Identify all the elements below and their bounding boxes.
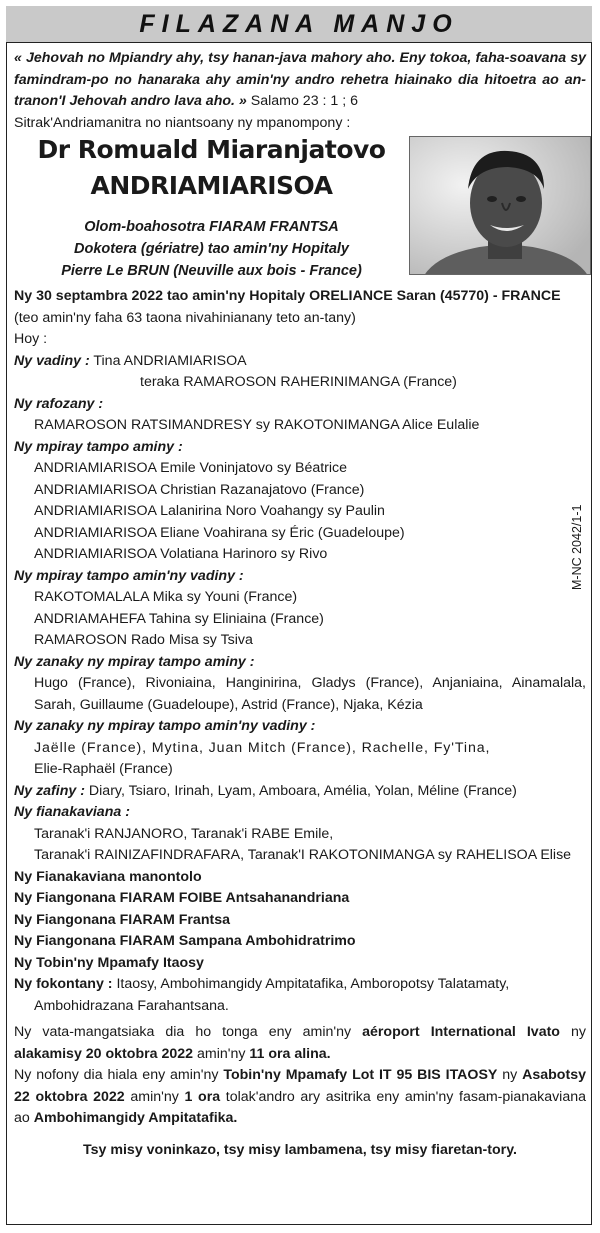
- reference-code: M-NC 2042/1-1: [570, 504, 584, 590]
- fianakaviana-line2: Taranak'i RAINIZAFINDRAFARA, Taranak'I RAKOTONIMANGA sy RAHELISOA Elise: [34, 847, 572, 863]
- section-zafiny: [14, 781, 586, 803]
- deceased-title-3: Pierre Le BRUN (Neuville aux bois - France): [61, 263, 362, 279]
- vadiny-line2: teraka RAMAROSON RAHERINIMANGA (France): [140, 374, 457, 390]
- rafozany-line1: RAMAROSON RATSIMANDRESY sy RAKOTONIMANGA Alice Eulalie: [34, 417, 480, 433]
- zanaky-aminy-label: Ny zanaky ny mpiray tampo aminy :: [14, 653, 255, 670]
- group-line: Ny Fiangonana FIARAM FOIBE Antsahanandriana: [14, 890, 350, 906]
- fokontany-line2: Ambohidrazana Farahantsana.: [34, 997, 229, 1014]
- zanaky-vadiny-label: Ny zanaky ny mpiray tampo amin'ny vadiny :: [14, 718, 316, 734]
- burial-date: Asabotsy 22 oktobra 2022: [14, 1067, 586, 1105]
- vadiny-label: Ny vadiny :: [14, 352, 90, 369]
- death-details: Ny 30 septambra 2022 tao amin'ny Hopitaly ORELIANCE Saran (45770) - FRANCE: [14, 288, 561, 304]
- arrival-place: aéroport International Ivato: [362, 1024, 560, 1040]
- mpiray-vadiny-label: Ny mpiray tampo amin'ny vadiny :: [14, 567, 244, 584]
- group-line: Ny Tobin'ny Mpamafy Itaosy: [14, 954, 204, 971]
- fianakaviana-line1: Taranak'i RANJANORO, Taranak'i RABE Emile,: [34, 825, 334, 842]
- group-line: Ny Fianakaviana manontolo: [14, 868, 202, 885]
- zafiny-label: Ny zafiny :: [14, 782, 85, 799]
- deceased-block: [14, 134, 586, 284]
- list-item: ANDRIAMIARISOA Lalanirina Noro Voahangy sy Paulin: [34, 503, 385, 519]
- deceased-name-line1: Dr Romuald Miaranjatovo: [37, 135, 386, 164]
- zanaky-vadiny-line2: Elie-Raphaël (France): [34, 761, 173, 777]
- arrival-text: ny: [559, 1024, 587, 1040]
- list-item: ANDRIAMIARISOA Volatiana Harinoro sy Rivo: [34, 546, 328, 562]
- arrival-text: amin'ny: [193, 1045, 250, 1062]
- notice-content: [14, 48, 586, 1161]
- vadiny-line1: Tina ANDRIAMIARISOA: [93, 352, 247, 369]
- burial-text: ny: [497, 1067, 523, 1083]
- arrival-time: 11 ora alina.: [249, 1045, 331, 1062]
- list-item: RAMAROSON Rado Misa sy Tsiva: [34, 632, 253, 648]
- zafiny-list: Diary, Tsiaro, Irinah, Lyam, Amboara, Amélia, Yolan, Méline (France): [88, 782, 517, 799]
- burial-text: amin'ny: [124, 1088, 185, 1105]
- list-item: RAKOTOMALALA Mika sy Youni (France): [34, 589, 298, 605]
- notice-banner: [6, 6, 592, 43]
- quote-reference: Salamo 23 : 1 ; 6: [250, 93, 359, 109]
- arrival-date: alakamisy 20 oktobra 2022: [14, 1045, 194, 1062]
- quote-text: « Jehovah no Mpiandry ahy, tsy hanan-java mahory aho. Eny tokoa, faha-soavana sy famindram-po no hanaraka ahy amin'ny andro rehetra hiainako dia hitoetra ao an-tranon'I Jehovah andro lava aho. »: [14, 50, 586, 109]
- fokontany-label: Ny fokontany :: [14, 976, 113, 992]
- burial-paragraph: [14, 1065, 586, 1130]
- burial-cemetery: Ambohimangidy Ampitatafika.: [33, 1110, 238, 1126]
- section-vadiny: [14, 351, 586, 373]
- death-age: (teo amin'ny faha 63 taona nivahinianany teto an-tany): [14, 309, 356, 326]
- burial-place: Tobin'ny Mpamafy Lot IT 95 BIS ITAOSY: [223, 1067, 498, 1083]
- deceased-name-line2: ANDRIAMIARISOA: [90, 171, 333, 200]
- burial-time: 1 ora: [184, 1088, 221, 1105]
- deceased-title-2: Dokotera (gériatre) tao amin'ny Hopitaly: [74, 241, 349, 257]
- list-item: ANDRIAMIARISOA Emile Voninjatovo sy Béatrice: [34, 460, 348, 476]
- deceased-title-1: Olom-boahosotra FIARAM FRANTSA: [84, 219, 339, 235]
- portrait-photo: [409, 136, 591, 275]
- rafozany-label: Ny rafozany :: [14, 395, 104, 412]
- arrival-text: Ny vata-mangatsiaka dia ho tonga eny amin'ny: [14, 1024, 363, 1040]
- fianakaviana-label: Ny fianakaviana :: [14, 804, 130, 820]
- mpiray-aminy-label: Ny mpiray tampo aminy :: [14, 438, 183, 455]
- death-announcement: [14, 286, 586, 329]
- notice-title: FILAZANA MANJO: [139, 9, 459, 38]
- list-item: ANDRIAMIARISOA Christian Razanajatovo (France): [34, 481, 365, 498]
- zanaky-aminy-list: Hugo (France), Rivoniaina, Hanginirina, Gladys (France), Anjaniaina, Ainamalala, Sarah, Guillaume (Guadeloupe), Astrid (France), Njaka, Kézia: [34, 675, 586, 713]
- zanaky-vadiny-line1: Jaëlle (France), Mytina, Juan Mitch (France), Rachelle, Fy'Tina,: [34, 739, 491, 756]
- deceased-titles: [14, 216, 409, 282]
- bible-quote: [14, 48, 586, 113]
- section-fokontany: [14, 974, 586, 996]
- intro-line: Sitrak'Andriamanitra no niantsoany ny mpanompony :: [14, 114, 351, 131]
- hoy-label: Hoy :: [14, 331, 48, 347]
- portrait-illustration: [410, 137, 590, 274]
- arrival-paragraph: [14, 1022, 586, 1065]
- list-item: ANDRIAMIARISOA Eliane Voahirana sy Éric (Guadeloupe): [34, 524, 405, 541]
- burial-text: Ny nofony dia hiala eny amin'ny: [14, 1067, 224, 1083]
- fokontany-line1: Itaosy, Ambohimangidy Ampitatafika, Amboropotsy Talatamaty,: [116, 976, 510, 992]
- list-item: ANDRIAMAHEFA Tahina sy Eliniaina (France): [34, 610, 324, 627]
- footer-note: Tsy misy voninkazo, tsy misy lambamena, tsy misy fiaretan-tory.: [83, 1141, 517, 1158]
- group-line: Ny Fiangonana FIARAM Frantsa: [14, 911, 230, 928]
- burial-text: tolak'andro ary asitrika eny amin'ny fasam-pianakaviana ao: [14, 1088, 586, 1126]
- group-line: Ny Fiangonana FIARAM Sampana Ambohidratrimo: [14, 933, 356, 949]
